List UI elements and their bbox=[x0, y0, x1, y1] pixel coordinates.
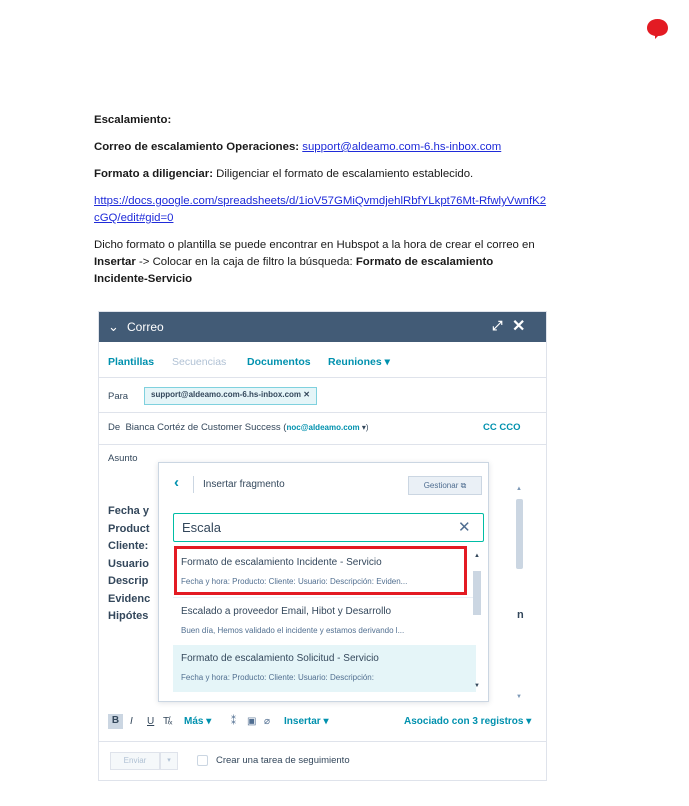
ops-email-line bbox=[94, 139, 501, 156]
body-line: Usuario bbox=[108, 557, 149, 570]
tab-documentos[interactable]: Documentos bbox=[247, 356, 311, 368]
underline-button[interactable]: U bbox=[147, 716, 155, 727]
snippet-preview: Buen día, Hemos validado el incidente y estamos derivando l... bbox=[181, 626, 405, 635]
scroll-down-icon[interactable]: ▼ bbox=[474, 683, 480, 689]
divider bbox=[99, 444, 546, 445]
cc-link[interactable]: CC bbox=[483, 422, 497, 433]
body-line: Hipótes bbox=[108, 610, 149, 622]
followup-task-checkbox[interactable] bbox=[197, 755, 208, 766]
emoji-icon[interactable]: ⁑ bbox=[231, 716, 236, 727]
email-header-title: Correo bbox=[127, 320, 164, 334]
format-text: Diligenciar el formato de escalamiento establecido. bbox=[213, 168, 474, 180]
snippet-item[interactable] bbox=[173, 597, 476, 644]
hubspot-email-screenshot bbox=[98, 311, 547, 781]
scroll-down-icon[interactable]: ▼ bbox=[516, 694, 522, 700]
clear-search-icon[interactable]: ✕ bbox=[458, 519, 471, 536]
divider bbox=[99, 412, 546, 413]
ops-email-link[interactable]: support@aldeamo.com-6.hs-inbox.com bbox=[302, 141, 502, 153]
snippet-list-scrollbar[interactable] bbox=[471, 551, 483, 693]
search-value: Escala bbox=[182, 520, 222, 535]
snippet-title: Escalado a proveedor Email, Hibot y Desarrollo bbox=[181, 606, 392, 617]
body-scrollbar[interactable] bbox=[514, 484, 524, 708]
body-line: Fecha y bbox=[108, 505, 149, 517]
back-chevron-icon[interactable]: ‹ bbox=[174, 474, 179, 491]
sheet-link-continued[interactable]: cGQ/edit#gid=0 bbox=[94, 212, 174, 224]
snippet-preview: Fecha y hora: Producto: Cliente: Usuario: Descripción: bbox=[181, 673, 374, 682]
associated-records[interactable]: Asociado con 3 registros ▾ bbox=[404, 716, 532, 727]
snippet-preview: Fecha y hora: Producto: Cliente: Usuario: Descripción: Eviden... bbox=[181, 577, 408, 586]
editor-toolbar bbox=[99, 711, 546, 735]
tab-secuencias[interactable]: Secuencias bbox=[172, 356, 227, 368]
tab-plantillas[interactable]: Plantillas bbox=[108, 356, 155, 368]
scrollbar-thumb[interactable] bbox=[473, 571, 481, 615]
snippet-search-input[interactable] bbox=[173, 513, 484, 542]
manage-button[interactable]: Gestionar ⧉ bbox=[408, 476, 482, 495]
format-name-part2: Incidente-Servicio bbox=[94, 273, 193, 285]
from-email[interactable]: noc@aldeamo.com bbox=[286, 423, 360, 432]
email-footer bbox=[99, 741, 546, 781]
email-header bbox=[99, 312, 546, 342]
section-heading: Escalamiento: bbox=[94, 114, 172, 126]
insert-keyword: Insertar bbox=[94, 256, 136, 268]
body-right-fragment: n bbox=[517, 609, 524, 621]
from-label: De bbox=[108, 422, 121, 433]
instructions-line3 bbox=[94, 271, 192, 288]
ops-email-label: Correo de escalamiento Operaciones: bbox=[94, 141, 300, 153]
cc-cco-links bbox=[483, 422, 521, 433]
format-line bbox=[94, 166, 473, 183]
scrollbar-thumb[interactable] bbox=[516, 499, 523, 569]
divider bbox=[193, 476, 194, 493]
body-line: Descrip bbox=[108, 575, 149, 587]
from-suffix: ▾) bbox=[359, 423, 369, 432]
followup-task-label: Crear una tarea de seguimiento bbox=[216, 755, 350, 766]
image-icon[interactable]: ▣ bbox=[247, 716, 257, 727]
send-button[interactable]: Enviar bbox=[110, 752, 160, 770]
instructions-mid: -> Colocar en la caja de filtro la búsqueda: bbox=[135, 256, 356, 268]
attachment-icon[interactable]: ⌀ bbox=[264, 716, 271, 727]
popover-title: Insertar fragmento bbox=[203, 479, 285, 490]
popover-header bbox=[159, 463, 488, 507]
format-name-part1: Formato de escalamiento bbox=[355, 256, 494, 268]
cco-link[interactable]: CCO bbox=[499, 422, 521, 433]
to-label: Para bbox=[108, 391, 129, 402]
from-value[interactable]: Bianca Cortéz de Customer Success ( bbox=[125, 422, 287, 433]
instructions-line2 bbox=[94, 254, 493, 271]
email-tabs bbox=[99, 342, 546, 378]
subject-label: Asunto bbox=[108, 453, 138, 464]
send-options-dropdown[interactable]: ▾ bbox=[160, 752, 178, 770]
expand-icon[interactable]: ⤢ bbox=[492, 318, 503, 333]
scroll-up-icon[interactable]: ▲ bbox=[516, 486, 522, 492]
brand-logo-icon bbox=[646, 18, 669, 40]
instructions-line1: Dicho formato o plantilla se puede encontrar en Hubspot a la hora de crear el correo en bbox=[94, 239, 535, 251]
tab-reuniones[interactable]: Reuniones ▾ bbox=[328, 356, 390, 368]
sheet-link-line1 bbox=[94, 193, 546, 210]
scroll-up-icon[interactable]: ▲ bbox=[474, 553, 480, 559]
italic-button[interactable]: I bbox=[130, 716, 133, 727]
highlight-box bbox=[174, 546, 467, 595]
snippet-item[interactable] bbox=[173, 645, 476, 692]
sheet-link[interactable]: https://docs.google.com/spreadsheets/d/1ioV57GMiQvmdjehlRbfYLkpt76Mt-RfwlyVwnfK2 bbox=[94, 195, 547, 207]
body-line: Evidenc bbox=[108, 592, 151, 605]
more-menu[interactable]: Más ▾ bbox=[184, 716, 212, 727]
recipient-chip[interactable]: support@aldeamo.com-6.hs-inbox.com ✕ bbox=[144, 387, 317, 405]
insert-menu[interactable]: Insertar ▾ bbox=[284, 716, 329, 727]
format-label: Formato a diligenciar: bbox=[94, 168, 213, 180]
insert-snippet-popover bbox=[158, 462, 489, 702]
body-line: Cliente: bbox=[108, 540, 149, 552]
email-body-text bbox=[108, 503, 150, 626]
snippet-title: Formato de escalamiento Incidente - Servicio bbox=[181, 557, 382, 568]
body-line: Product bbox=[108, 522, 150, 535]
chevron-down-icon[interactable]: ⌄ bbox=[108, 319, 119, 334]
bold-button[interactable]: B bbox=[108, 714, 123, 729]
sheet-link-line2 bbox=[94, 210, 173, 227]
close-icon[interactable]: ✕ bbox=[512, 318, 526, 335]
snippet-title: Formato de escalamiento Solicitud - Servicio bbox=[181, 653, 379, 664]
clear-format-button[interactable]: T̸ₓ bbox=[163, 716, 173, 727]
